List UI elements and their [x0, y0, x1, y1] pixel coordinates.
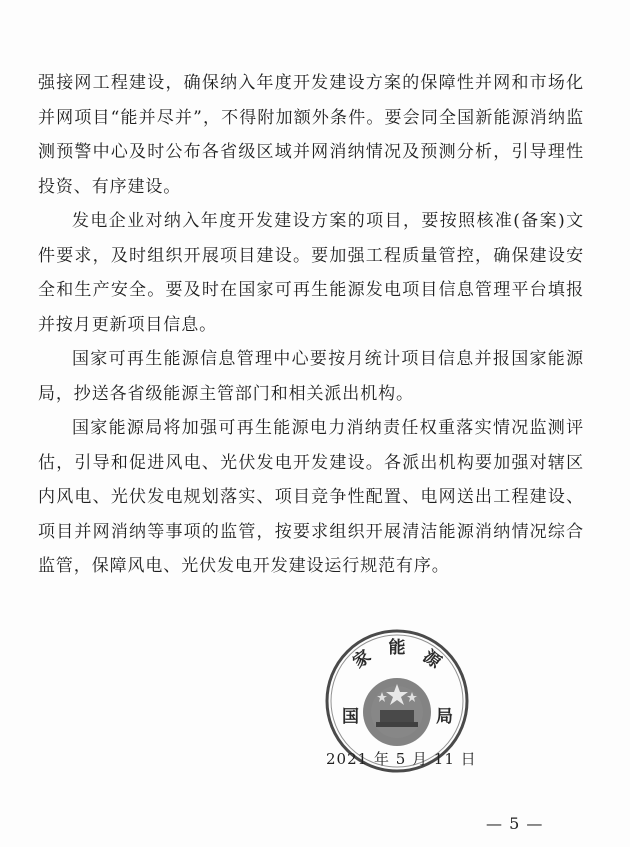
seal-arc-text: 家 能 源: [349, 638, 445, 673]
document-body: [38, 66, 584, 584]
body-paragraph-1: 强接网工程建设，确保纳入年度开发建设方案的保障性并网和市场化并网项目“能并尽并”，不得附加额外条件。要会同全国新能源消纳监测预警中心及时公布各省级区域并网消纳情况及预测分析，引导理性投资、有序建设。: [38, 73, 584, 197]
body-paragraph-2: 发电企业对纳入年度开发建设方案的项目，要按照核准(备案)文件要求，及时组织开展项目建设。要加强工程质量管控，确保建设安全和生产安全。要及时在国家可再生能源发电项目信息管理平台填报并按月更新项目信息。: [38, 211, 584, 335]
signoff-date: 2021 年 5 月 11 日: [326, 750, 477, 768]
seal-right-char: 局: [436, 707, 453, 727]
body-paragraph-3: 国家可再生能源信息管理中心要按月统计项目信息并报国家能源局，抄送各省级能源主管部门和相关派出机构。: [38, 349, 584, 404]
national-emblem-icon: [363, 678, 431, 746]
page-number: — 5 —: [486, 814, 544, 833]
body-paragraph-4: 国家能源局将加强可再生能源电力消纳责任权重落实情况监测评估，引导和促进风电、光伏发电开发建设。各派出机构要加强对辖区内风电、光伏发电规划落实、项目竞争性配置、电网送出工程建设、项目并网消纳等事项的监管，按要求组织开展清洁能源消纳情况综合监管，保障风电、光伏发电开发建设运行规范有序。: [38, 418, 584, 576]
seal-left-char: 国: [342, 707, 359, 727]
